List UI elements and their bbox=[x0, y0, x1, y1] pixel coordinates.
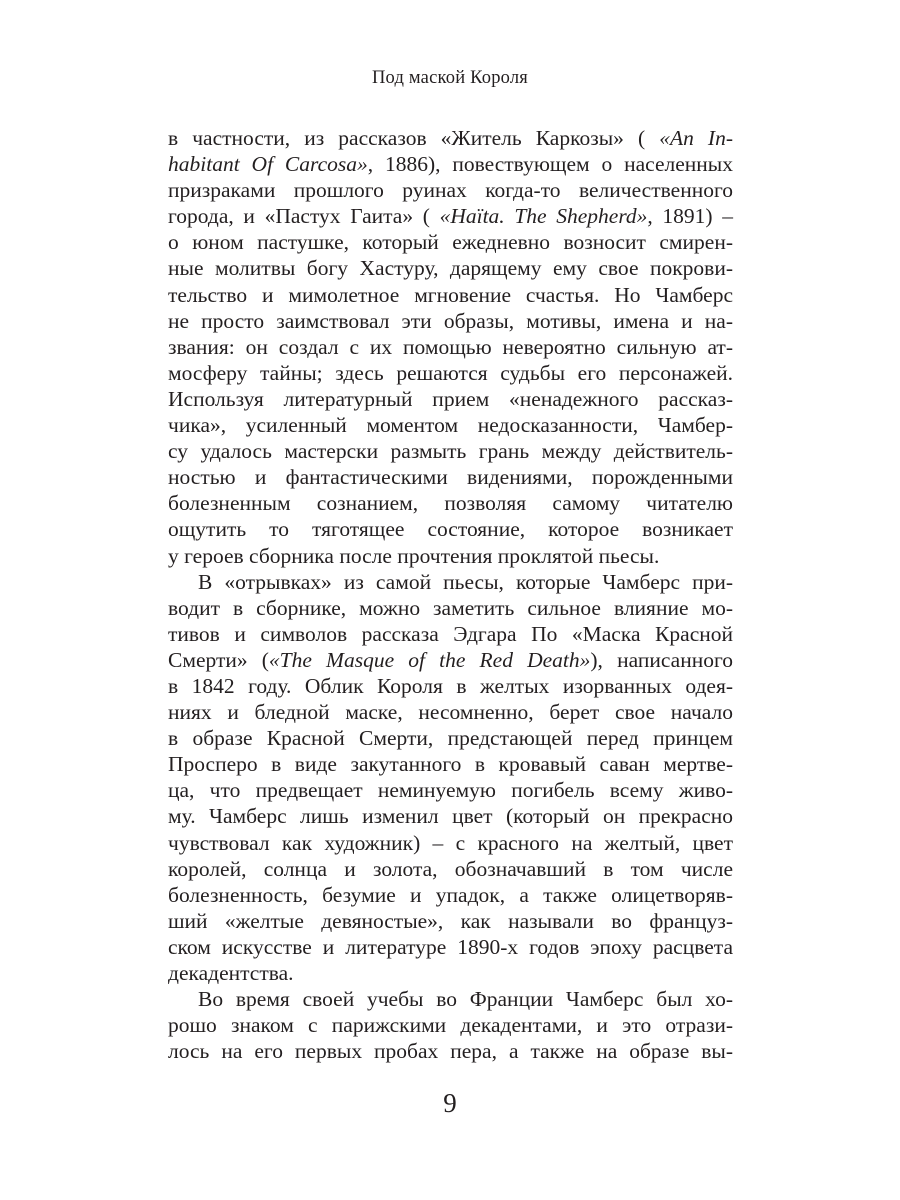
text-line bbox=[168, 621, 733, 647]
text-line bbox=[168, 856, 733, 882]
text-segment: ший «желтые девяностые», как называли во француз- bbox=[168, 908, 733, 933]
text-line bbox=[168, 282, 733, 308]
text-segment: ском искусстве и литературе 1890-х годов эпоху расцвета bbox=[168, 934, 733, 959]
text-segment: , 1891) – bbox=[647, 204, 733, 229]
page-number: 9 bbox=[443, 1088, 457, 1118]
text-segment: су удалось мастерски размыть грань между действитель- bbox=[168, 439, 733, 464]
text-segment: чувствовал как художник) – с красного на желтый, цвет bbox=[168, 830, 733, 855]
text-segment: мосферу тайны; здесь решаются судьбы его персонажей. bbox=[168, 360, 733, 385]
text-line bbox=[168, 647, 733, 673]
text-segment: водит в сборнике, можно заметить сильное влияние мо- bbox=[168, 595, 733, 620]
text-segment: ца, что предвещает неминуемую погибель всему живо- bbox=[168, 778, 733, 803]
text-line bbox=[168, 412, 733, 438]
text-line bbox=[168, 464, 733, 490]
text-line bbox=[168, 543, 733, 569]
text-line bbox=[168, 830, 733, 856]
text-line bbox=[168, 125, 733, 151]
text-line bbox=[168, 960, 733, 986]
text-segment: В «отрывках» из самой пьесы, которые Чамберс при- bbox=[198, 569, 733, 594]
body-text bbox=[168, 125, 733, 1064]
text-segment: Просперо в виде закутанного в кровавый саван мертве- bbox=[168, 752, 733, 777]
text-segment: у героев сборника после прочтения проклятой пьесы. bbox=[168, 543, 660, 568]
text-line bbox=[168, 803, 733, 829]
text-segment: не просто заимствовал эти образы, мотивы, имена и на- bbox=[168, 308, 733, 333]
text-line bbox=[168, 151, 733, 177]
text-line bbox=[168, 751, 733, 777]
text-segment: болезненность, безумие и упадок, а также олицетворяв- bbox=[168, 882, 733, 907]
text-line bbox=[168, 699, 733, 725]
text-line bbox=[168, 490, 733, 516]
text-line bbox=[168, 777, 733, 803]
text-segment: Во время своей учебы во Франции Чамберс был хо- bbox=[198, 987, 733, 1012]
text-line bbox=[168, 438, 733, 464]
italic-title-text: «The Masque of the Red Death» bbox=[268, 647, 591, 672]
text-line bbox=[168, 177, 733, 203]
text-line bbox=[168, 386, 733, 412]
text-line bbox=[168, 882, 733, 908]
text-segment: призраками прошлого руинах когда-то величественного bbox=[168, 178, 733, 203]
text-line bbox=[168, 986, 733, 1012]
text-line bbox=[168, 203, 733, 229]
text-line bbox=[168, 595, 733, 621]
text-segment: ), написанного bbox=[590, 647, 733, 672]
text-segment: города, и «Пастух Гаита» ( bbox=[168, 204, 440, 229]
text-segment: рошо знаком с парижскими декадентами, и это отрази- bbox=[168, 1013, 733, 1038]
text-segment: чика», усиленный моментом недосказанности, Чамбер- bbox=[168, 413, 733, 438]
text-segment: тивов и символов рассказа Эдгара По «Маска Красной bbox=[168, 621, 733, 646]
text-line bbox=[168, 673, 733, 699]
text-segment: декадентства. bbox=[168, 961, 294, 985]
text-segment: лось на его первых пробах пера, а также на образе вы- bbox=[168, 1039, 733, 1064]
text-segment: ностью и фантастическими видениями, порожденными bbox=[168, 465, 733, 490]
text-line bbox=[168, 1012, 733, 1038]
text-segment: ниях и бледной маске, несомненно, берет свое начало bbox=[168, 700, 733, 725]
italic-title-text: «An In- bbox=[659, 126, 733, 150]
text-segment: в образе Красной Смерти, предстающей перед принцем bbox=[168, 726, 733, 751]
text-segment: королей, солнца и золота, обозначавший в том числе bbox=[168, 856, 733, 881]
text-segment: Смерти» ( bbox=[168, 647, 269, 672]
text-line bbox=[168, 255, 733, 281]
text-segment: звания: он создал с их помощью невероятно сильную ат- bbox=[168, 334, 733, 359]
italic-title-text: habitant Of Carcosa» bbox=[168, 152, 368, 177]
text-segment: в частности, из рассказов «Житель Каркозы» ( bbox=[168, 126, 660, 150]
italic-title-text: «Haïta. The Shepherd» bbox=[439, 204, 648, 229]
text-line bbox=[168, 229, 733, 255]
text-segment: му. Чамберс лишь изменил цвет (который он прекрасно bbox=[168, 804, 733, 829]
text-line bbox=[168, 334, 733, 360]
text-segment: Используя литературный прием «ненадежного рассказ- bbox=[168, 386, 733, 411]
text-segment: о юном пастушке, который ежедневно возносит смирен- bbox=[168, 230, 733, 255]
text-line bbox=[168, 908, 733, 934]
text-segment: болезненным сознанием, позволяя самому читателю bbox=[168, 491, 733, 516]
text-segment: ощутить то тяготящее состояние, которое возникает bbox=[168, 517, 733, 542]
text-segment: , 1886), повествующем о населенных bbox=[367, 152, 733, 177]
text-line bbox=[168, 569, 733, 595]
text-line bbox=[168, 360, 733, 386]
text-segment: ные молитвы богу Хастуру, дарящему ему свое покрови- bbox=[168, 256, 733, 281]
text-line bbox=[168, 308, 733, 334]
text-line bbox=[168, 725, 733, 751]
running-head: Под маской Короля bbox=[371, 68, 528, 88]
text-line bbox=[168, 934, 733, 960]
text-segment: тельство и мимолетное мгновение счастья. Но Чамберс bbox=[168, 282, 733, 307]
text-segment: в 1842 году. Облик Короля в желтых изорванных одея- bbox=[168, 673, 733, 698]
text-line bbox=[168, 516, 733, 542]
text-line bbox=[168, 1038, 733, 1064]
